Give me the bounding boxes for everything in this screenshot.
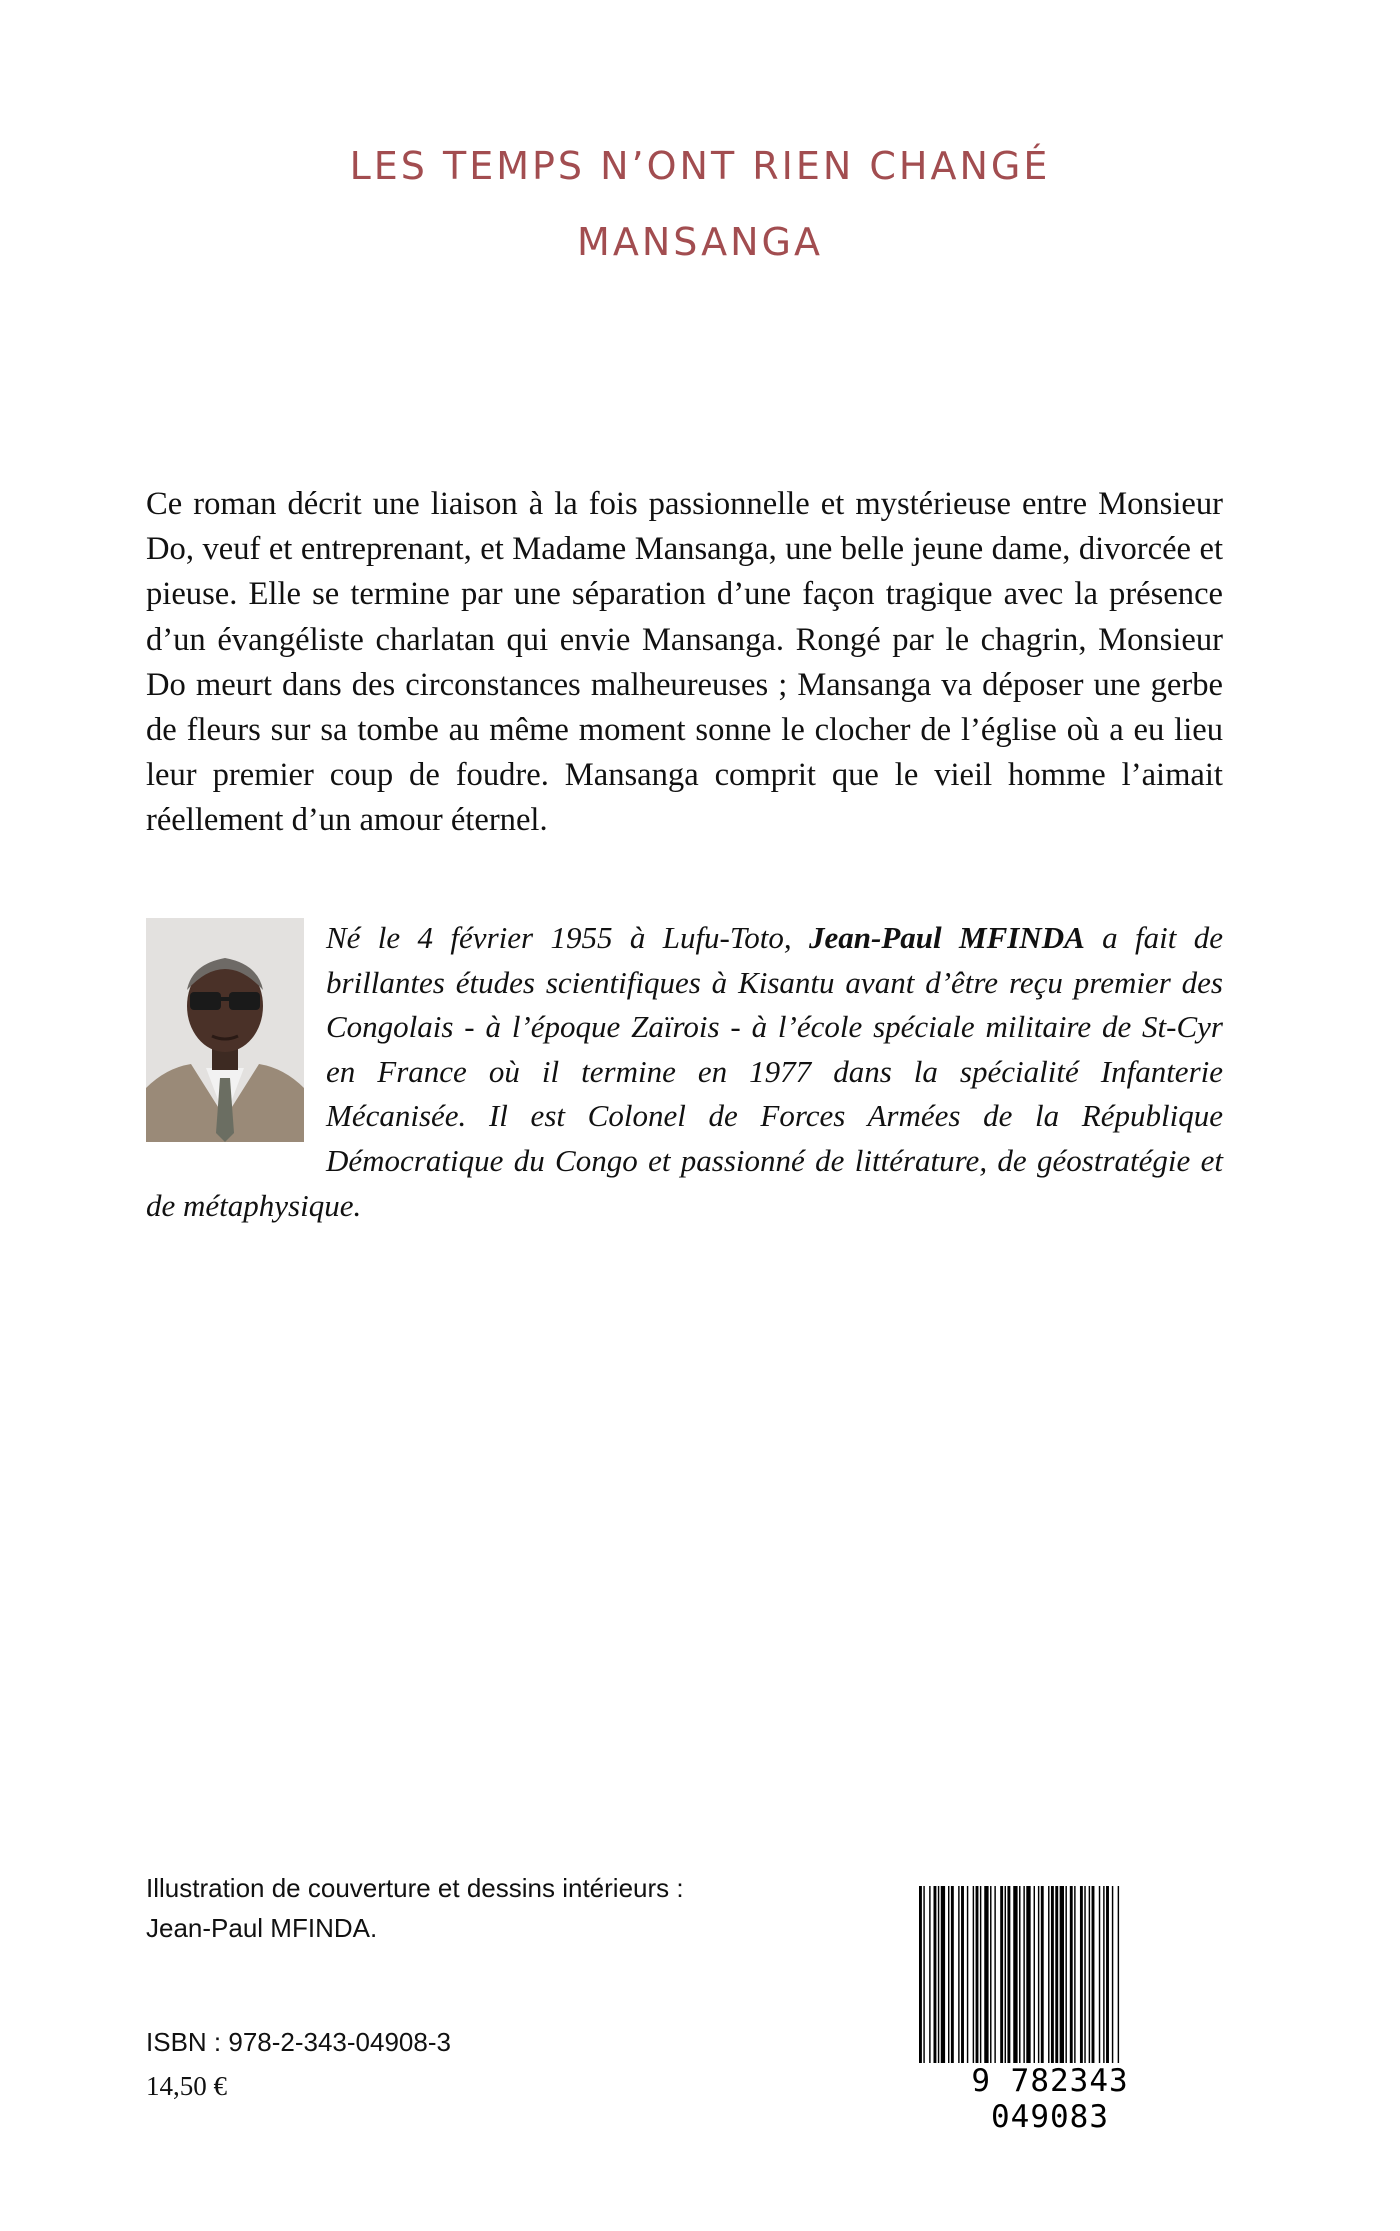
illustration-credits (146, 1868, 866, 1948)
credits-line: Illustration de couverture et dessins intérieurs : (146, 1873, 684, 1903)
bio-intro: Né le 4 février 1955 à Lufu-Toto, (326, 920, 810, 955)
book-subtitle: MANSANGA (577, 220, 823, 264)
barcode-digits: 9 782343 049083 (915, 2063, 1185, 2135)
book-title: LES TEMPS N’ONT RIEN CHANGÉ (349, 144, 1051, 188)
price: 14,50 € (146, 2071, 227, 2101)
isbn: ISBN : 978-2-343-04908-3 (146, 2027, 451, 2057)
author-name: Jean-Paul MFINDA (809, 920, 1085, 955)
credits-artist: Jean-Paul MFINDA. (146, 1913, 378, 1943)
author-photo (146, 918, 304, 1142)
bio-text: a fait de brillantes études scientifiques à Kisantu avant d’être reçu premier des Congolais - à l’époque Zaïrois - à l’école spéciale militaire de St-Cyr en France où il termine en 1977 dans la spécialité Infanterie Mécanisée. Il est Colonel de Forces Armées de la République Démocratique du Congo et passionné de littérature, de géostratégie et de métaphysique. (146, 920, 1223, 1223)
back-cover-summary: Ce roman décrit une liaison à la fois passionnelle et mystérieuse entre Monsieur Do, veuf et entreprenant, et Madame Mansanga, une belle jeune dame, divorcée et pieuse. Elle se termine par une séparation d’une façon tragique avec la présence d’un évangéliste charlatan qui envie Mansanga. Rongé par le chagrin, Monsieur Do meurt dans des circonstances malheureuses ; Mansanga va déposer une gerbe de fleurs sur sa tombe au même moment sonne le clocher de l’église où a eu lieu leur premier coup de foudre. Mansanga comprit que le vieil homme l’aimait réellement d’un amour éternel. (146, 486, 1223, 839)
author-biography (146, 916, 1223, 1228)
